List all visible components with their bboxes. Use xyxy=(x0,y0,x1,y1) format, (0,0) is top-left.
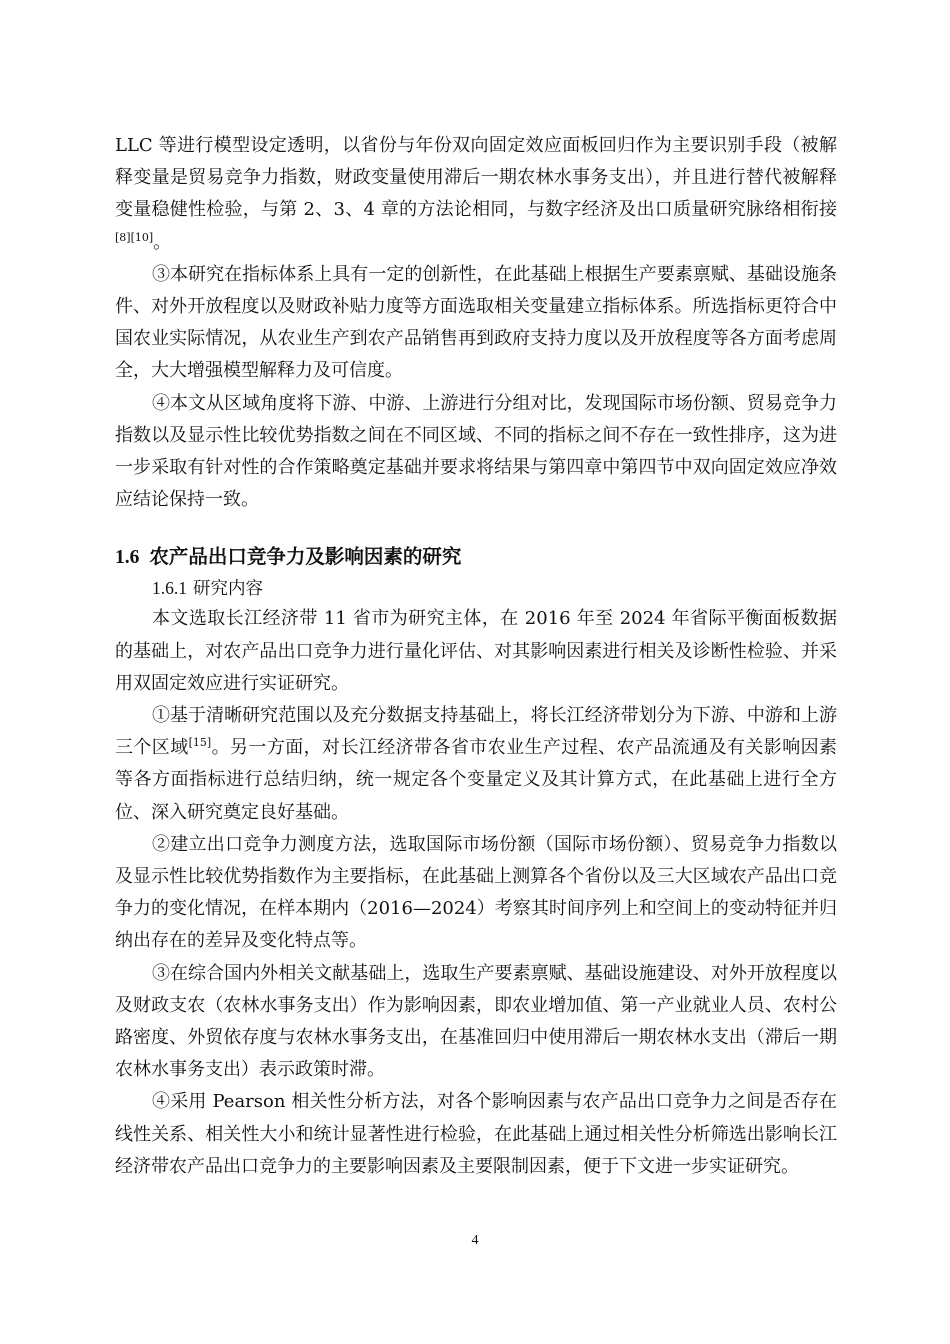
paragraph-llc-methods xyxy=(115,130,837,259)
paragraph-text-continued: 。另一方面，对长江经济带各省市农业生产过程、农产品流通及有关影响因素等各方面指标进行总结归纳，统一规定各个变量定义及其计算方式，在此基础上进行全方位、深入研究奠定良好基础。 xyxy=(115,737,837,823)
paragraph-end: 。 xyxy=(153,231,172,253)
section-number: 1.6 xyxy=(115,547,140,569)
citation: [8][10] xyxy=(115,230,154,244)
paragraph-item-4: ④采用 Pearson 相关性分析方法，对各个影响因素与农产品出口竞争力之间是否存在线性关系、相关性大小和统计显著性进行检验，在此基础上通过相关性分析筛选出影响长江经济带农产品出口竞争力的主要影响因素及主要限制因素，便于下文进一步实证研究。 xyxy=(115,1091,837,1177)
page-body xyxy=(115,130,837,1183)
paragraph-intro: 本文选取长江经济带 11 省市为研究主体，在 2016 年至 2024 年省际平衡面板数据的基础上，对农产品出口竞争力进行量化评估、对其影响因素进行相关及诊断性检验、并采用双固定效应进行实证研究。 xyxy=(115,608,837,694)
paragraph-innovation-4: ④本文从区域角度将下游、中游、上游进行分组对比，发现国际市场份额、贸易竞争力指数以及显示性比较优势指数之间在不同区域、不同的指标之间不存在一致性排序，这为进一步采取有针对性的合作策略奠定基础并要求将结果与第四章中第四节中双向固定效应净效应结论保持一致。 xyxy=(115,392,837,511)
subsection-title: 研究内容 xyxy=(193,579,263,600)
paragraph-item-2: ②建立出口竞争力测度方法，选取国际市场份额（国际市场份额）、贸易竞争力指数以及显示性比较优势指数作为主要指标，在此基础上测算各个省份以及三大区域农产品出口竞争力的变化情况，在样本期内（2016—2024）考察其时间序列上和空间上的变动特征并归纳出存在的差异及变化特点等。 xyxy=(115,833,837,952)
paragraph-text: LLC 等进行模型设定透明，以省份与年份双向固定效应面板回归作为主要识别手段（被解释变量是贸易竞争力指数，财政变量使用滞后一期农林水事务支出），并且进行替代被解释变量稳健性检验，与第 2、3、4 章的方法论相同，与数字经济及出口质量研究脉络相衔接 xyxy=(115,135,837,221)
page-number: 4 xyxy=(471,1233,479,1248)
paragraph-text: ①基于清晰研究范围以及充分数据支持基础上，将长江经济带划分为下游、中游和上游三个区域 xyxy=(115,705,837,759)
section-title: 农产品出口竞争力及影响因素的研究 xyxy=(149,545,462,569)
paragraph-item-1 xyxy=(115,700,837,829)
citation: [15] xyxy=(188,736,212,750)
paragraph-item-3: ③在综合国内外相关文献基础上，选取生产要素禀赋、基础设施建设、对外开放程度以及财政支农（农林水事务支出）作为影响因素，即农业增加值、第一产业就业人员、农村公路密度、外贸依存度与农林水事务支出，在基准回归中使用滞后一期农林水支出（滞后一期农林水事务支出）表示政策时滞。 xyxy=(115,962,837,1081)
subsection-heading-1-6-1 xyxy=(115,574,837,603)
section-heading-1-6 xyxy=(115,541,837,574)
subsection-number: 1.6.1 xyxy=(152,578,187,599)
paragraph-innovation-3: ③本研究在指标体系上具有一定的创新性，在此基础上根据生产要素禀赋、基础设施条件、对外开放程度以及财政补贴力度等方面选取相关变量建立指标体系。所选指标更符合中国农业实际情况，从农业生产到农产品销售再到政府支持力度以及开放程度等各方面考虑周全，大大增强模型解释力及可信度。 xyxy=(115,263,837,382)
